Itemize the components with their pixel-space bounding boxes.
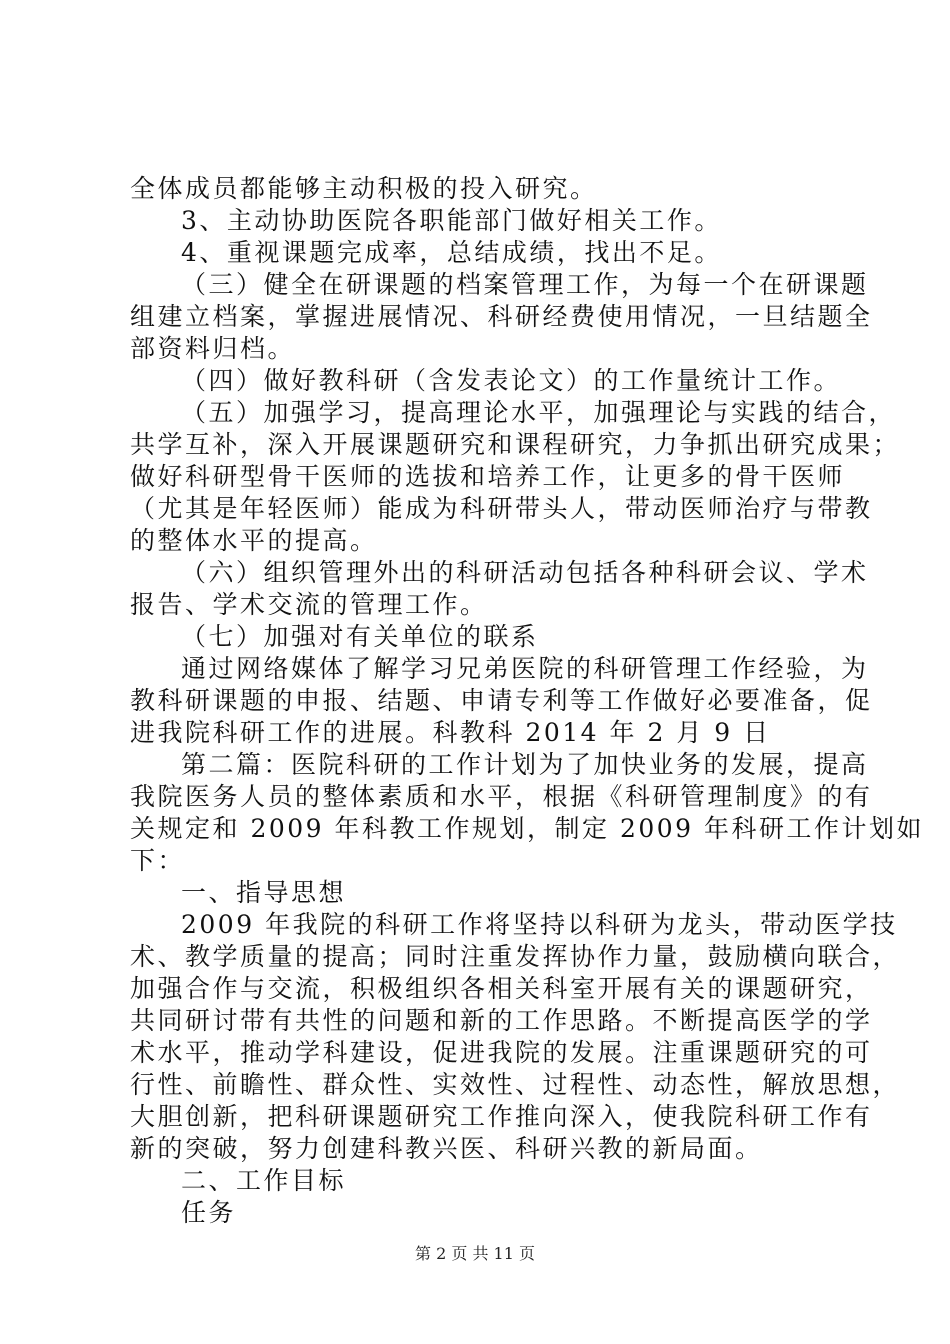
text-line: 全体成员都能够主动积极的投入研究。 <box>130 174 598 203</box>
text-line: （三）健全在研课题的档案管理工作，为每一个在研课题 <box>181 270 869 299</box>
text-line: 的整体水平的提高。 <box>130 526 378 555</box>
text-line: 下： <box>130 846 186 875</box>
text-line: 2009 年我院的科研工作将坚持以科研为龙头，带动医学技 <box>181 910 898 939</box>
text-line: 关规定和 2009 年科教工作规划，制定 2009 年科研工作计划如 <box>130 814 925 843</box>
text-line: 教科研课题的申报、结题、申请专利等工作做好必要准备，促 <box>130 686 873 715</box>
text-line: 术、教学质量的提高；同时注重发挥协作力量，鼓励横向联合， <box>130 942 901 971</box>
text-line: 报告、学术交流的管理工作。 <box>130 590 488 619</box>
text-line: 我院医务人员的整体素质和水平，根据《科研管理制度》的有 <box>130 782 873 811</box>
text-line: 通过网络媒体了解学习兄弟医院的科研管理工作经验，为 <box>181 654 869 683</box>
text-line: 3、主动协助医院各职能部门做好相关工作。 <box>181 206 722 235</box>
text-line: （四）做好教科研（含发表论文）的工作量统计工作。 <box>181 366 842 395</box>
text-line: 组建立档案，掌握进展情况、科研经费使用情况，一旦结题全 <box>130 302 873 331</box>
page-footer: 第 2 页 共 11 页 <box>415 1244 535 1263</box>
text-line: （六）组织管理外出的科研活动包括各种科研会议、学术 <box>181 558 869 587</box>
section-heading: 二、工作目标 <box>181 1166 347 1195</box>
text-line: 4、重视课题完成率，总结成绩，找出不足。 <box>181 238 722 267</box>
text-line: 术水平，推动学科建设，促进我院的发展。注重课题研究的可 <box>130 1038 873 1067</box>
text-line: 新的突破，努力创建科教兴医、科研兴教的新局面。 <box>130 1134 763 1163</box>
text-line: 做好科研型骨干医师的选拔和培养工作，让更多的骨干医师 <box>130 462 846 491</box>
text-line: （七）加强对有关单位的联系 <box>181 622 539 651</box>
text-line: 任务 <box>181 1198 237 1227</box>
text-line: 共学互补，深入开展课题研究和课程研究，力争抓出研究成果； <box>130 430 901 459</box>
section-heading: 一、指导思想 <box>181 878 347 907</box>
text-line: 共同研讨带有共性的问题和新的工作思路。不断提高医学的学 <box>130 1006 873 1035</box>
text-line: 行性、前瞻性、群众性、实效性、过程性、动态性，解放思想， <box>130 1070 901 1099</box>
text-line: 进我院科研工作的进展。科教科 2014 年 2 月 9 日 <box>130 718 771 747</box>
text-line: （五）加强学习，提高理论水平，加强理论与实践的结合， <box>181 398 897 427</box>
text-line: （尤其是年轻医师）能成为科研带头人，带动医师治疗与带教 <box>130 494 873 523</box>
text-line: 加强合作与交流，积极组织各相关科室开展有关的课题研究， <box>130 974 873 1003</box>
text-line: 第二篇：医院科研的工作计划为了加快业务的发展，提高 <box>181 750 869 779</box>
text-line: 部资料归档。 <box>130 334 296 363</box>
text-line: 大胆创新，把科研课题研究工作推向深入，使我院科研工作有 <box>130 1102 873 1131</box>
